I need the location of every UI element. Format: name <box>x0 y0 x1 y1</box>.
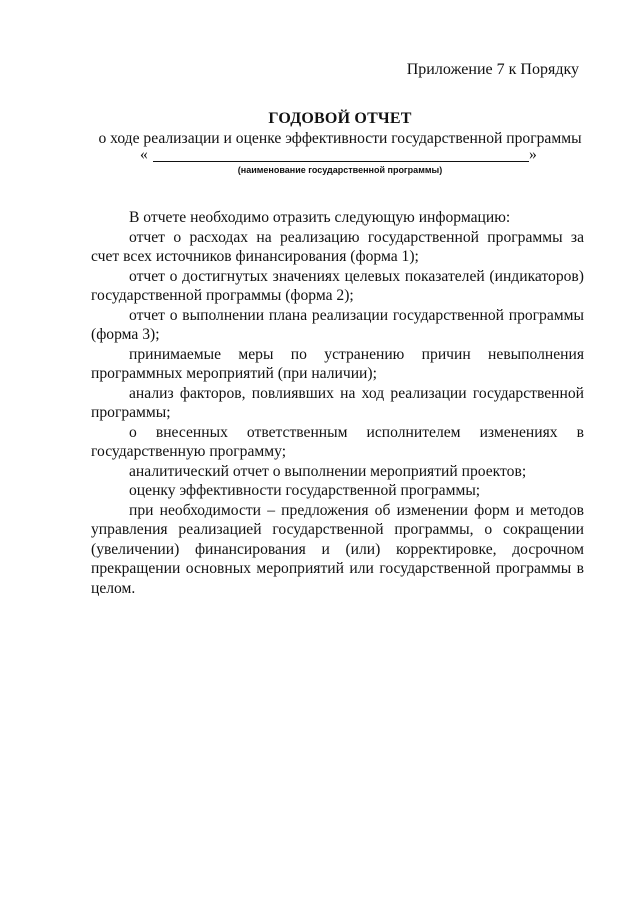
paragraph-expenses-report: отчет о расходах на реализацию государственной программы за счет всех источников финансирования (форма 1); <box>91 228 584 265</box>
appendix-reference: Приложение 7 к Порядку <box>406 61 579 78</box>
document-title: ГОДОВОЙ ОТЧЕТ <box>268 110 412 127</box>
program-name-caption: (наименование государственной программы) <box>237 165 443 175</box>
paragraph-efficiency: оценку эффективности государственной программы; <box>129 482 481 499</box>
paragraph-factors-analysis: анализ факторов, повлиявших на ход реализации государственной программы; <box>91 384 584 421</box>
paragraph-indicators-report: отчет о достигнутых значениях целевых показателей (индикаторов) государственной программы (форма 2); <box>91 267 584 304</box>
paragraph-projects-report: аналитический отчет о выполнении мероприятий проектов; <box>129 462 527 480</box>
program-name-line <box>140 145 540 165</box>
document-subtitle: о ходе реализации и оценке эффективности государственной программы <box>98 130 582 147</box>
program-name-underline <box>153 161 529 162</box>
paragraph-changes: о внесенных ответственным исполнителем изменениях в государственную программу; <box>91 423 584 460</box>
report-requirements <box>91 208 584 598</box>
paragraph-plan-report: отчет о выполнении плана реализации государственной программы (форма 3); <box>91 306 584 343</box>
opening-quote: « <box>140 146 148 163</box>
paragraph-proposals: при необходимости – предложения об изменении форм и методов управления реализацией государственной программы, о сокращении (увеличении) финансирования и (или) корректировке, досрочном прекращении основных мероприятий или государственной программы в целом. <box>91 501 584 597</box>
paragraph-measures: принимаемые меры по устранению причин невыполнения программных мероприятий (при наличии); <box>91 345 584 382</box>
closing-quote: » <box>529 146 537 163</box>
paragraph-intro: В отчете необходимо отразить следующую информацию: <box>129 209 511 226</box>
